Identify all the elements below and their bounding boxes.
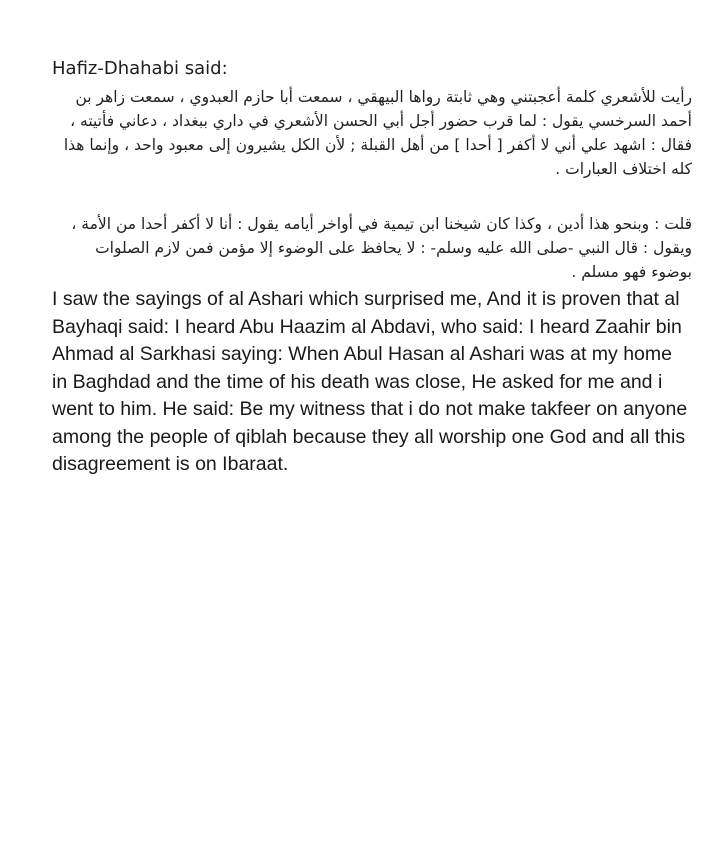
- quote-body: [52, 56, 692, 479]
- arabic-paragraph-1: رأيت للأشعري كلمة أعجبتني وهي ثابتة رواها البيهقي ، سمعت أبا حازم العبدوي ، سمعت زاهر بن أحمد السرخسي يقول : لما قرب حضور أجل أبي الحسن الأشعري في داري ببغداد ، دعاني فأتيته ، فقال : اشهد علي أني لا أكفر [ أحدا ] من أهل القبلة ; لأن الكل يشيرون إلى معبود واحد ، وإنما هذا كله اختلاف العبارات .: [63, 88, 692, 178]
- english-translation: I saw the sayings of al Ashari which surprised me, And it is proven that al Bayhaqi said: I heard Abu Haazim al Abdavi, who said: I heard Zaahir bin Ahmad al Sarkhasi saying: When Abul Hasan al Ashari was at my home in Baghdad and the time of his death was close, He asked for me and i went to him. He said: Be my witness that i do not make takfeer on anyone among the people of qiblah because they all worship one God and all this disagreement is on Ibaraat.: [52, 288, 688, 475]
- quote-heading: Hafiz-Dhahabi said:: [52, 58, 228, 79]
- arabic-paragraph-2: قلت : وبنحو هذا أدين ، وكذا كان شيخنا ابن تيمية في أواخر أيامه يقول : أنا لا أكفر أحدا من الأمة ، ويقول : قال النبي -صلى الله عليه وسلم- : لا يحافظ على الوضوء إلا مؤمن فمن لازم الصلوات بوضوء فهو مسلم .: [71, 215, 692, 281]
